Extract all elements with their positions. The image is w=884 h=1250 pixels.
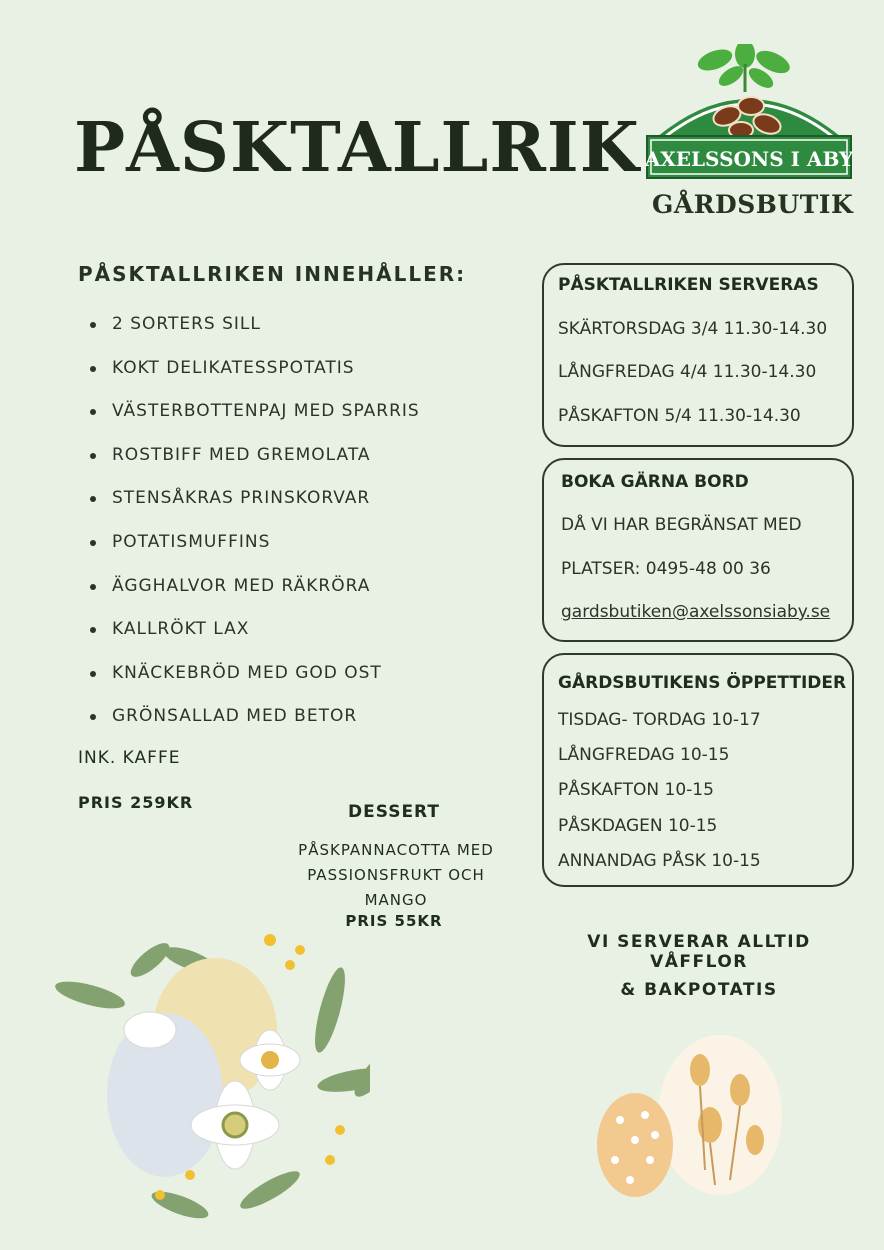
- served-box: [542, 263, 854, 447]
- menu-price: PRIS 259KR: [78, 793, 194, 812]
- logo-brand-text: AXELSSONS I ABY: [645, 147, 853, 171]
- list-item: POTATISMUFFINS: [90, 521, 420, 565]
- list-item: VÄSTERBOTTENPAJ MED SPARRIS: [90, 390, 420, 434]
- list-item: KNÄCKEBRÖD MED GOD OST: [90, 652, 420, 696]
- hours-line: LÅNGFREDAG 10-15: [558, 745, 730, 765]
- included-coffee: INK. KAFFE: [78, 748, 181, 768]
- booking-heading: BOKA GÄRNA BORD: [561, 472, 749, 492]
- hours-box: [542, 653, 854, 887]
- booking-email-link[interactable]: gardsbutiken@axelssonsiaby.se: [561, 602, 831, 622]
- served-line: PÅSKAFTON 5/4 11.30-14.30: [558, 406, 801, 426]
- page-title: PÅSKTALLRIK: [74, 108, 640, 188]
- dessert-price: PRIS 55KR: [345, 912, 443, 930]
- bullet-icon: [90, 714, 96, 720]
- list-item: ROSTBIFF MED GREMOLATA: [90, 434, 420, 478]
- logo-subtitle: GÅRDSBUTIK: [652, 190, 854, 219]
- list-item: GRÖNSALLAD MED BETOR: [90, 695, 420, 739]
- bullet-icon: [90, 366, 96, 372]
- hours-line: PÅSKDAGEN 10-15: [558, 816, 718, 836]
- axelssons-logo: [645, 44, 853, 184]
- booking-phone: PLATSER: 0495-48 00 36: [561, 559, 771, 579]
- list-item: 2 SORTERS SILL: [90, 303, 420, 347]
- hours-line: PÅSKAFTON 10-15: [558, 780, 714, 800]
- menu-heading: PÅSKTALLRIKEN INNEHÅLLER:: [78, 262, 467, 286]
- list-item: KOKT DELIKATESSPOTATIS: [90, 347, 420, 391]
- easter-eggs-illustration: [590, 1020, 790, 1220]
- served-line: SKÄRTORSDAG 3/4 11.30-14.30: [558, 319, 828, 339]
- bullet-icon: [90, 584, 96, 590]
- easter-eggs-flowers-illustration: [40, 920, 370, 1240]
- served-line: LÅNGFREDAG 4/4 11.30-14.30: [558, 362, 817, 382]
- bullet-icon: [90, 453, 96, 459]
- hours-line: TISDAG- TORDAG 10-17: [558, 710, 761, 730]
- list-item: ÄGGHALVOR MED RÄKRÖRA: [90, 565, 420, 609]
- menu-list: [90, 303, 420, 739]
- bullet-icon: [90, 540, 96, 546]
- list-item: STENSÅKRAS PRINSKORVAR: [90, 477, 420, 521]
- always-serve-line1: VI SERVERAR ALLTID VÅFFLOR: [587, 932, 811, 972]
- always-serve-line2: & BAKPOTATIS: [620, 980, 778, 1000]
- bullet-icon: [90, 496, 96, 502]
- bullet-icon: [90, 671, 96, 677]
- hours-heading: GÅRDSBUTIKENS ÖPPETTIDER: [558, 673, 847, 693]
- served-heading: PÅSKTALLRIKEN SERVERAS: [558, 275, 819, 295]
- booking-box: [542, 458, 854, 642]
- bullet-icon: [90, 627, 96, 633]
- list-item: KALLRÖKT LAX: [90, 608, 420, 652]
- dessert-heading: DESSERT: [348, 802, 440, 822]
- bullet-icon: [90, 322, 96, 328]
- hours-line: ANNANDAG PÅSK 10-15: [558, 851, 761, 871]
- bullet-icon: [90, 409, 96, 415]
- booking-line: DÅ VI HAR BEGRÄNSAT MED: [561, 515, 802, 535]
- dessert-description: PÅSKPANNACOTTA MED PASSIONSFRUKT OCH MANGO: [298, 841, 494, 909]
